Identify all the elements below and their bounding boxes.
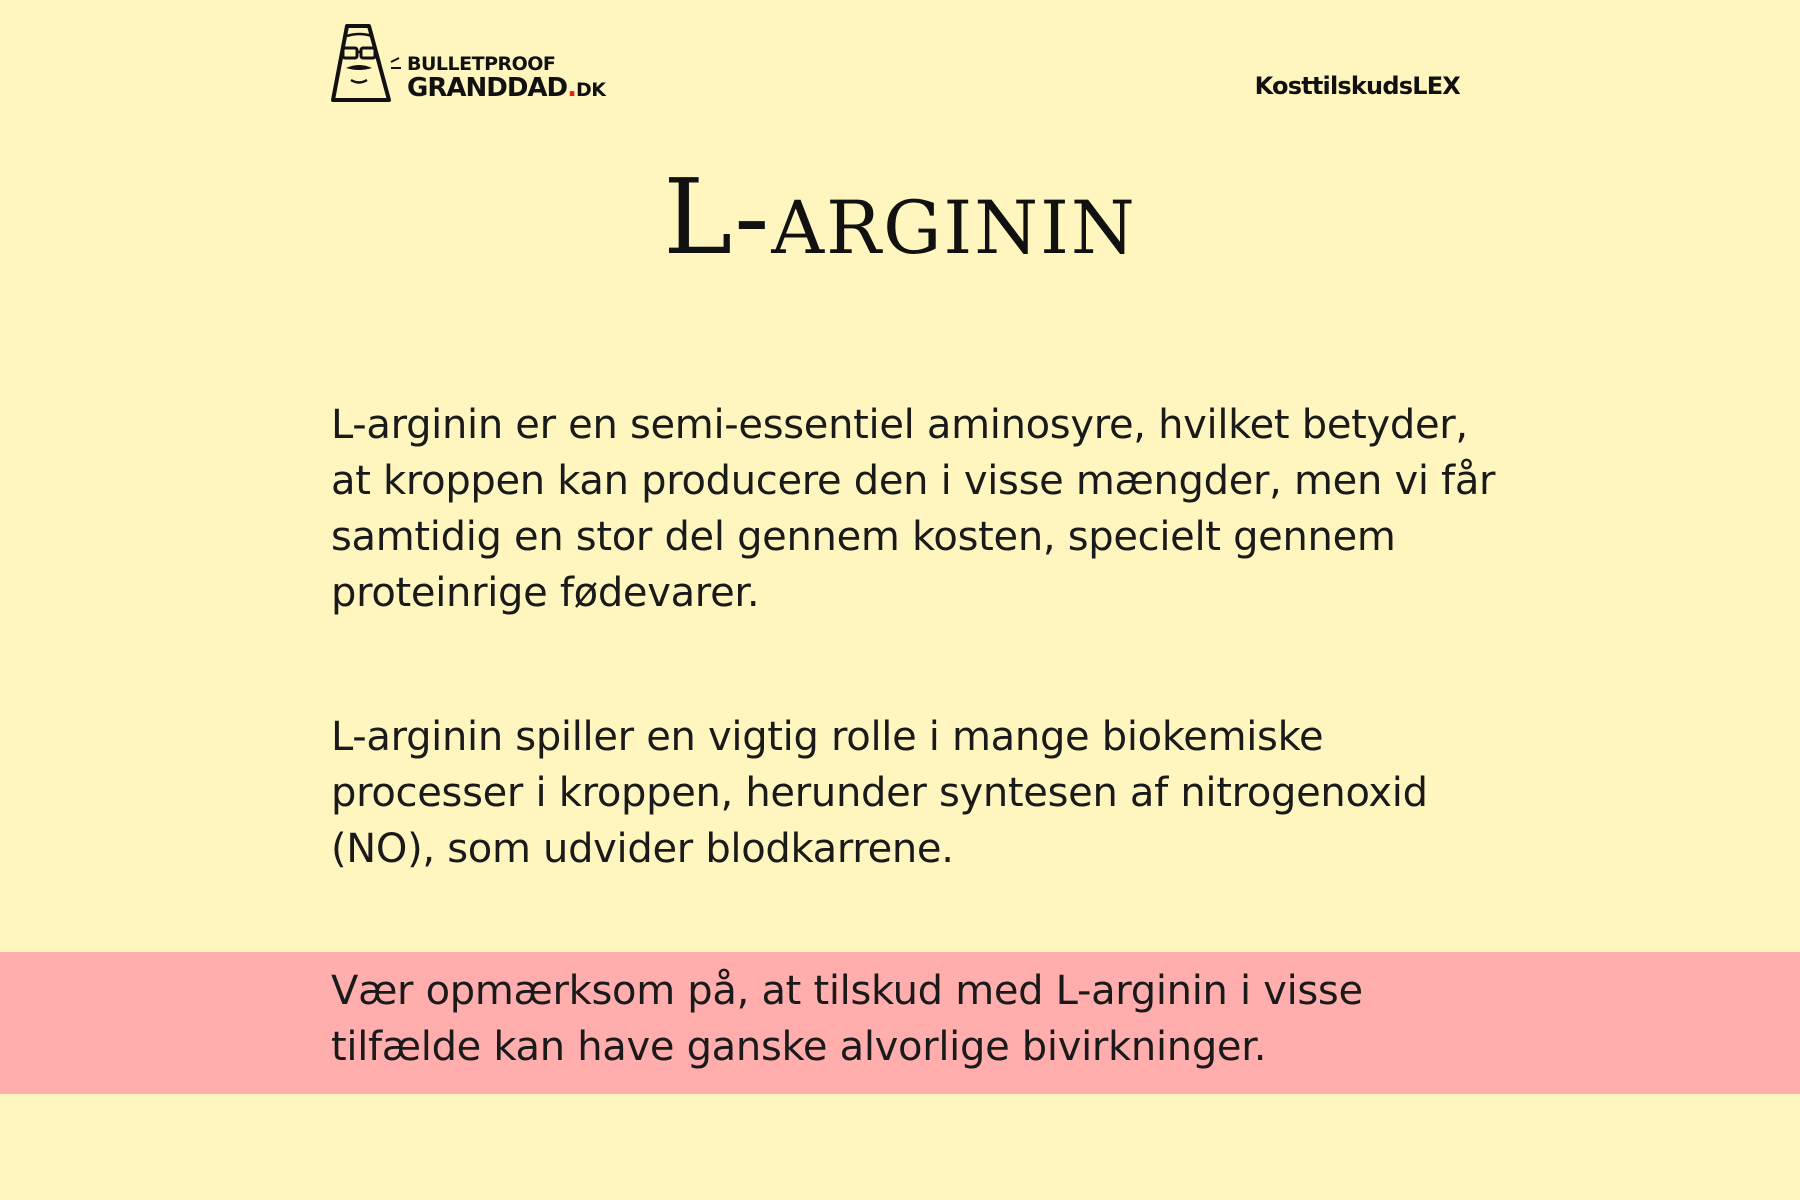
logo-line-2-text: GRANDDAD	[407, 73, 568, 103]
page-title: L-arginin	[663, 156, 1137, 278]
section-label[interactable]: KosttilskudsLEX	[1254, 72, 1460, 100]
logo-wordmark	[407, 55, 606, 101]
function-paragraph: L-arginin spiller en vigtig rolle i mange biokemiske processer i kroppen, herunder syntesen af nitrogenoxid (NO), som udvider blodkarrene.	[331, 714, 1428, 872]
granddad-face-icon	[331, 22, 407, 104]
logo-tld: DK	[576, 79, 606, 101]
intro-paragraph: L-arginin er en semi-essentiel aminosyre, hvilket betyder, at kroppen kan producere den i visse mængder, men vi får samtidig en stor del gennem kosten, specielt gennem proteinrige fødevarer.	[331, 402, 1496, 616]
warning-text: Vær opmærksom på, at tilskud med L-arginin i visse tilfælde kan have ganske alvorlige bivirkninger.	[331, 968, 1363, 1070]
logo-dot: .	[567, 73, 577, 103]
logo-line-1: BULLETPROOF	[407, 53, 556, 75]
site-logo[interactable]	[331, 22, 631, 108]
logo-line-2	[407, 75, 606, 101]
